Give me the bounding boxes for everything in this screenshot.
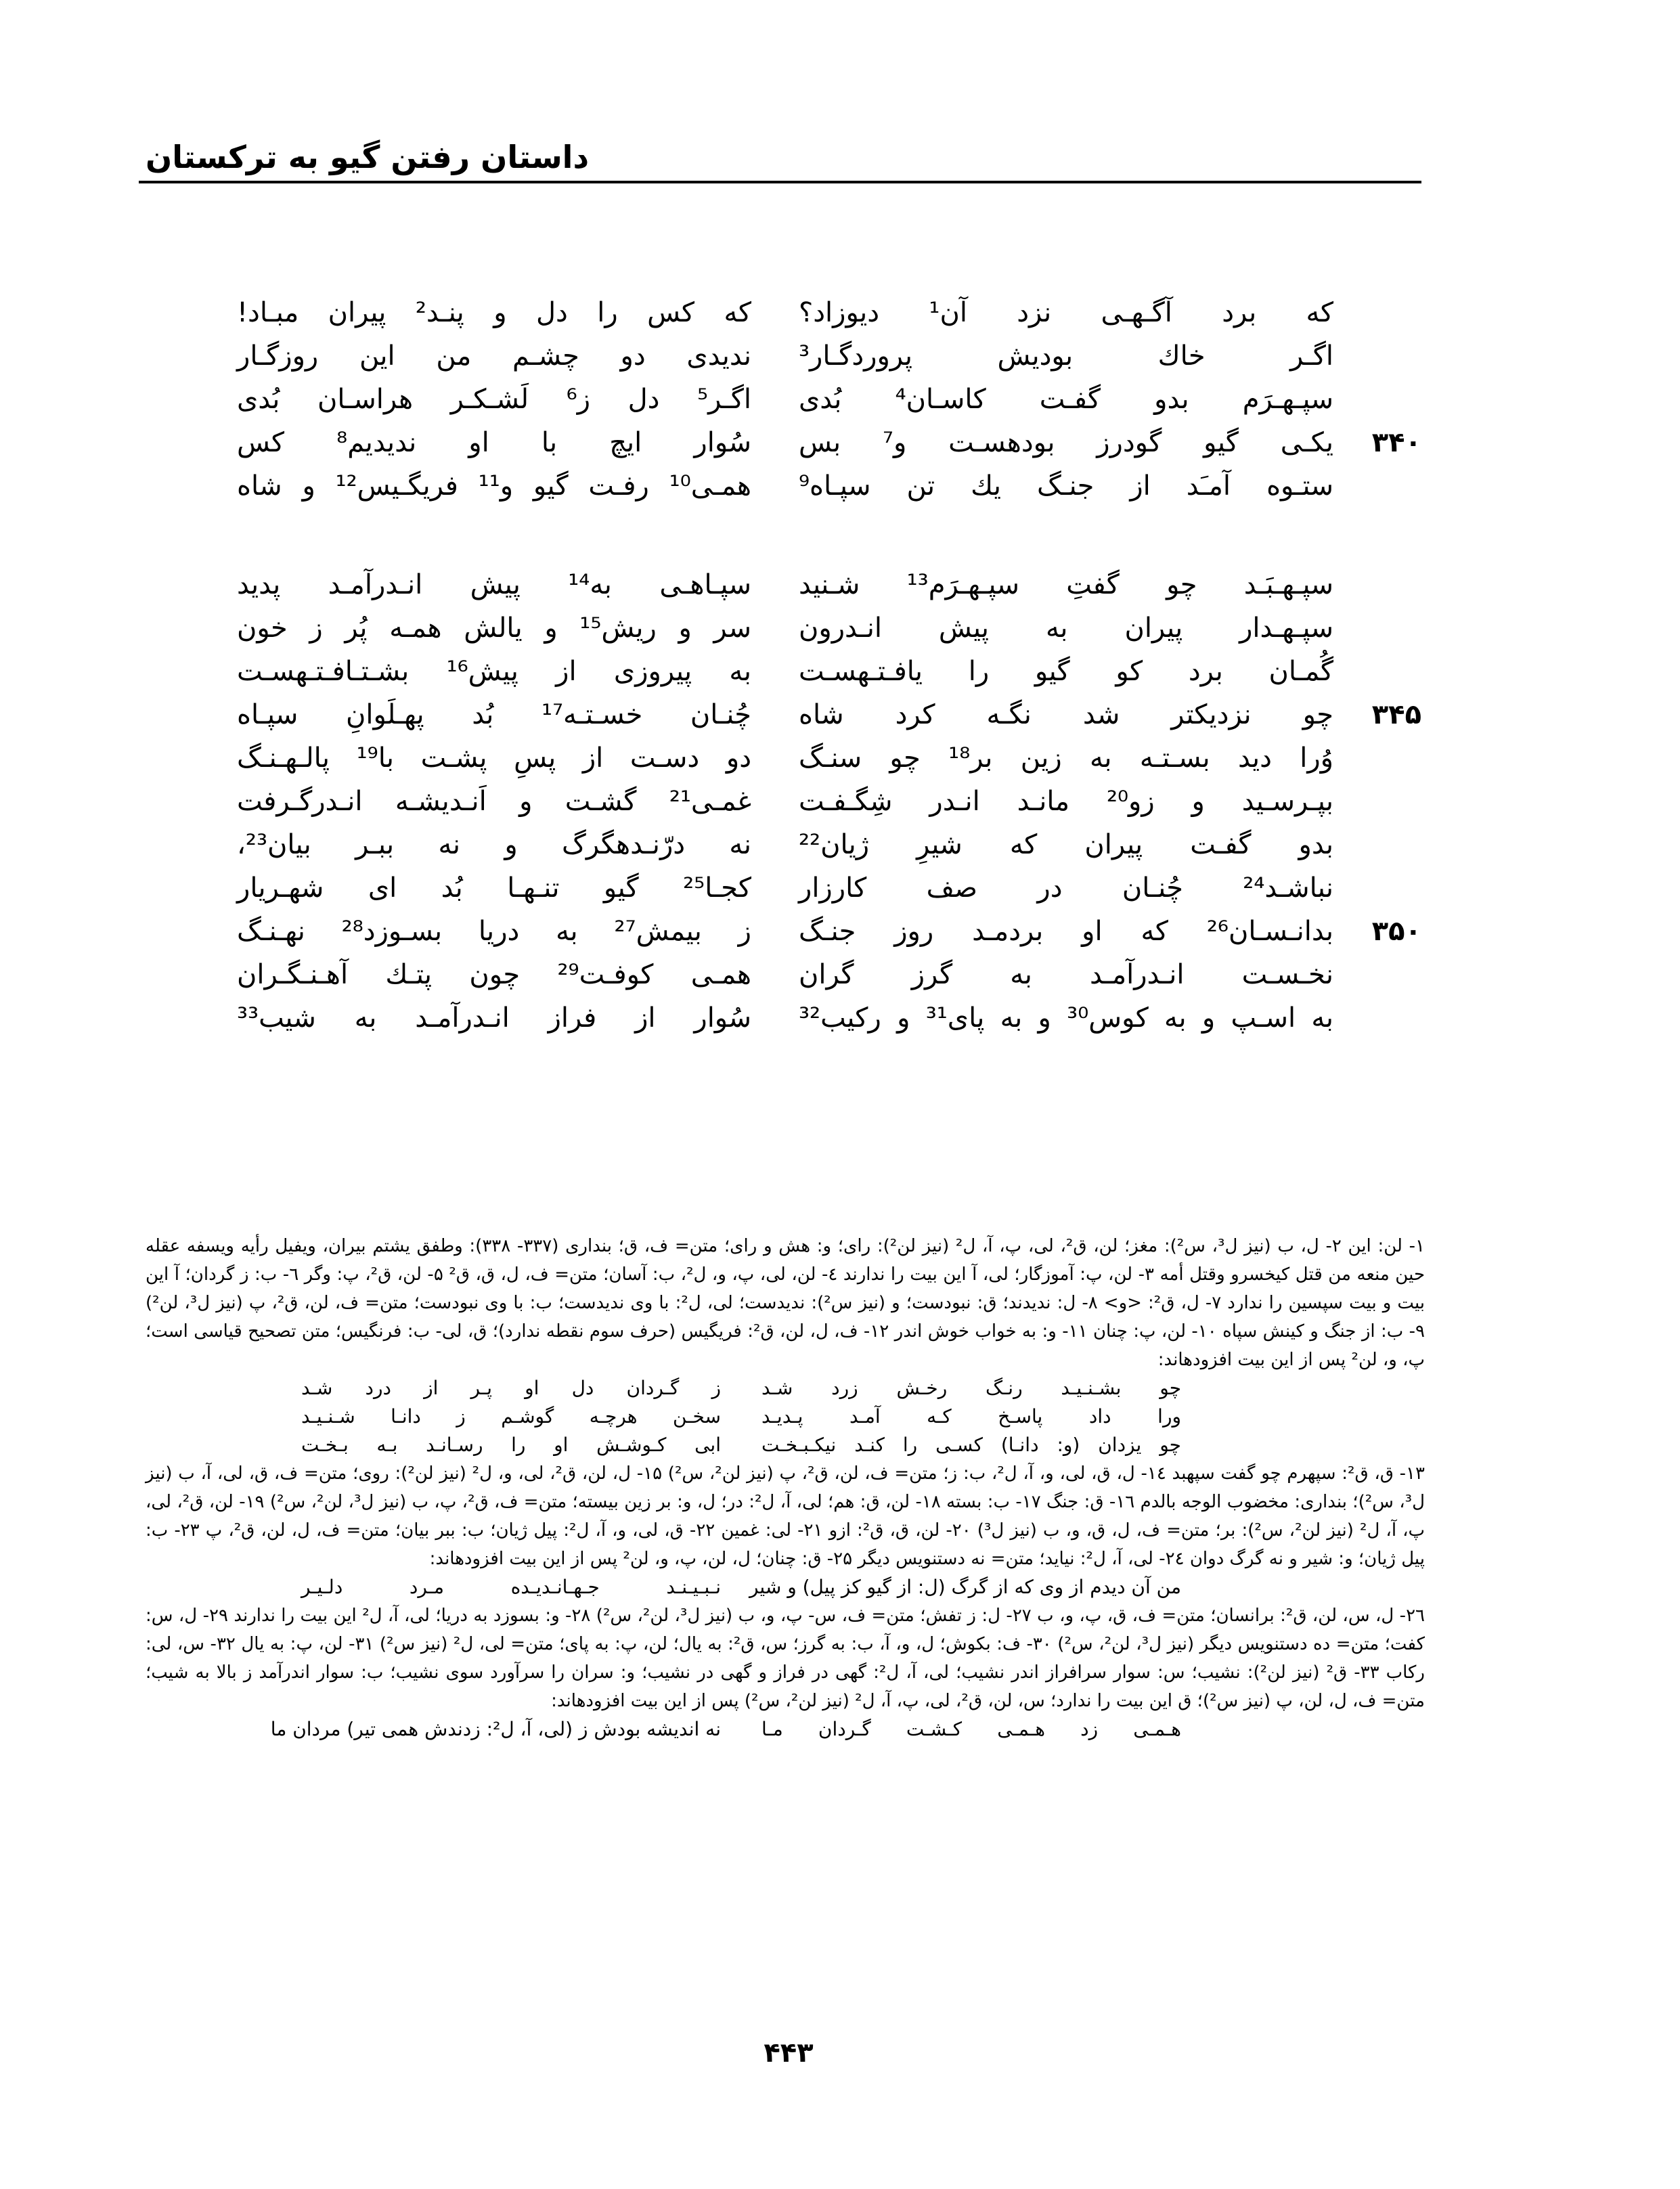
running-header-title: داستان رفتن گیو به ترکستان [146,139,590,175]
second-hemistich: سُوار از فراز انـدرآمـد به شیب³³ [237,1002,751,1034]
first-hemistich: من آن دیدم از وی که از گرگ (ل: از گیو کز پیل) و شیر [749,1576,1181,1598]
first-hemistich: به اسـپ و به کوس³⁰ و به پای³¹ و رکیب³² [799,1002,1334,1034]
second-hemistich: ز بیمش²⁷ به دریا بسـوزد²⁸ نهـنـگ [237,916,751,947]
verse-row [223,378,1442,421]
verse-section [223,291,1442,1095]
verse-number: ۳۵۰ [1371,916,1421,947]
first-hemistich: وُرا دید بسـتـه به زین بر¹⁸ چو سنـگ [799,743,1333,774]
verse-number: ۳۴۵ [1371,699,1421,730]
verse-row [223,563,1442,606]
first-hemistich: ورا داد پاسـخ کـه آمـد پـدیـد [761,1405,1181,1428]
first-hemistich: سپـهـدار پیران به پیش انـدرون [799,613,1333,644]
footnotes-apparatus [146,1232,1425,1744]
page-number: ۴۴۳ [764,2037,814,2069]
footnote-block: ۲٦- ل، س، لن، ق²: برانسان؛ متن= ف، ق، پ، و، ب ۲۷- ل: ز تفش؛ متن= ف، س- پ، و، ب (نیز ل³، لن²، س²) ۲۸- و: بسوزد به دریا؛ لی، آ، ل² این بیت را ندارند ۲۹- ل، س: کفت؛ متن= ده دستنویس دیگر (نیز ل³، لن²، س²) ۳۰- ف: بکوش؛ ل، و، آ، ب: به گرز؛ س، ق²: به یال؛ لن، پ: به پای؛ متن= لی، ل² (نیز س²) ۳۱- لن، پ: به یال ۳۲- س، لی: رکاب ۳۳- ق² (نیز لن²): نشیب؛ س: سوار سرافراز اندر نشیب؛ لی، آ، ل²: گهی در فراز و گهی در نشیب؛ و: سران را سرآورد سوی نشیب؛ ب: سوار اندرآمد ز بالا به شیب؛ متن= ف، ل، لن، پ (نیز س²)؛ ق این بیت را ندارد؛ س، لن، ق²، لی، پ، آ، ل² (نیز لن²، س²) پس از این بیت افزودهاند: [146,1606,1425,1711]
second-hemistich: سخـن هرچـه گوشـم ز دانـا شـنـیـد [301,1405,721,1428]
second-hemistich: ابی کـوشـش او را رسـانـد بـه بـخـت [301,1434,721,1456]
first-hemistich: اگـر خاك بودیش پروردگـار³ [799,340,1333,372]
first-hemistich: چو بشـنـیـد رنـگ رخـش زرد شـد [761,1377,1181,1399]
first-hemistich: چو نزدیكتر شد نگـه کرد شاه [799,699,1333,730]
first-hemistich: گُمـان برد کو گیو را یافـتـهسـت [799,656,1333,687]
second-hemistich: ندیدی دو چشـم من این روزگـار [237,340,751,372]
second-hemistich: چُنـان خسـتـه¹⁷ بُد پهـلَوانِ سپـاه [237,699,752,730]
verse-row [223,736,1442,780]
first-hemistich: چو یزدان (و: دانـا) کسـی را کنـد نیکـبـخـت [761,1434,1181,1456]
verse-row [223,650,1442,693]
second-hemistich: ز گـردان دل او پـر از درد شـد [301,1377,721,1399]
verse-row [223,910,1442,953]
first-hemistich: که برد آگـهـی نزد آن¹ دیوزاد؟ [799,297,1334,328]
running-header [139,132,1421,183]
first-hemistich: یکـی گیو گودرز بودهسـت و⁷ بس [799,427,1334,458]
second-hemistich: به پیروزی از پیش¹⁶ بشـتـافـتـهسـت [237,656,751,687]
second-hemistich: نه درّنـدهگرگ و نه ببـر بیان²³، [237,829,751,860]
second-hemistich: همـی کوفـت²⁹ چون پتـك آهـنـگـران [237,959,751,990]
verse-row [223,464,1442,508]
second-hemistich: همـی¹⁰ رفـت گیو و¹¹ فریگـیس¹² و شاه [237,470,752,502]
footnote-added-verse [146,1374,1425,1402]
first-hemistich: بدانـسـان²⁶ که او بردمـد روز جنـگ [799,916,1333,947]
second-hemistich: که کس را دل و پنـد² پیران مبـاد! [237,297,752,328]
stanza-1 [223,291,1442,508]
second-hemistich: دو دسـت از پسِ پشـت با¹⁹ پالـهـنـگ [237,743,752,774]
verse-row [223,823,1442,866]
footnote-added-verse [146,1715,1425,1744]
verse-row [223,693,1442,736]
footnote-added-verse [146,1402,1425,1431]
verse-row [223,606,1442,650]
second-hemistich: نـبـیـنـد جـهـانـدیـده مـرد دلـیـر [301,1576,721,1598]
footnote-block: ۱- لن: این ۲- ل، ب (نیز ل³، س²): مغز؛ لن، ق²، لی، پ، آ، ل² (نیز لن²): رای؛ و: هش و رای؛ متن= ف، ق؛ بنداری (۳۳۷- ۳۳۸): وطفق یشتم بیران، ویفیل رأیه ویسفه عقله حین منعه من قتل کیخسرو وقتل أمه ۳- لن، پ: آموزگار؛ لی، آ این بیت را ندارند ٤- لن، لی، پ، و، ل²، ب: آسان؛ متن= ف، ل، ق، ق² ۵- لن، ق²، پ: وگر ٦- ب: ز گردان؛ آ این بیت و بیت سپسین را ندارد ۷- ل، ق²: <و> ۸- ل: ندیدند؛ ق: نبودست؛ و (نیز س²): ندیدست؛ لی، ل²: با وی ندیدست؛ ب: با وی نبودست؛ متن= ف، لن، ق²، پ (نیز ل³، لن²) ۹- ب: از جنگ و کینش سپاه ۱۰- لن، پ: چنان ۱۱- و: به خواب خوش اندر ۱۲- ف، ل، لن، ق²: فریگیس (حرف سوم نقطه ندارد)؛ ق، لی- ب: فرنگیس؛ متن تصحیح قیاسی است؛ پ، و، لن² پس از این بیت افزودهاند: [146,1236,1425,1370]
first-hemistich: نباشـد²⁴ چُنـان در صف کارزار [799,872,1333,904]
second-hemistich: نه اندیشه بودش ز (لی، آ، ل²: زدندش همی تیر) مردان ما [270,1718,721,1740]
footnote-added-verse [146,1431,1425,1459]
first-hemistich: سپـهـرَم بدو گفـت کاسـان⁴ بُدی [799,384,1334,415]
second-hemistich: سُوار ایچ با او ندیدیم⁸ کس [237,427,751,458]
stanza-2 [223,563,1442,1040]
verse-row [223,953,1442,996]
first-hemistich: هـمـی زد هـمـی کـشـت گـردان مـا [761,1718,1181,1740]
first-hemistich: ستـوه آمـَد از جنـگ یك تن سپـاه⁹ [799,470,1333,502]
footnote-block: ۱۳- ق، ق²: سپهرم چو گفت سپهبد ١٤- ل، ق، لی، و، آ، ل²، ب: ز؛ متن= ف، لن، ق²، پ (نیز لن²، س²) ۱۵- ل، لن، ق²، لی، و، ل² (نیز لن²): روی؛ متن= ف، ق، لی، آ، ب (نیز ل³، س²)؛ بنداری: مخضوب الوجه بالدم ١٦- ق: جنگ ۱۷- ب: بسته ۱۸- لن، ق: هم؛ لی، آ، ل²: در؛ ل، و: بر زین بیسته؛ متن= ف، ق²، پ، ب (نیز ل³، لن²، س²) ۱۹- لن، ق²، لی، پ، آ، ل² (نیز لن²، س²): بر؛ متن= ف، ل، ق، و، ب (نیز ل³) ۲۰- لن، ق، ق²: ازو ۲۱- لی: غمین ۲۲- ق، لی، و، آ، ل²: پیل ژیان؛ ب: ببر بیان؛ متن= ف، ل، لن، ق²، پ ۲۳- ب: پیل ژیان؛ و: شیر و نه گرگ دوان ۲٤- لی، آ، ل²: نیاید؛ متن= نه دستنویس دیگر ۲۵- ق: چنان؛ ل، لن، پ، و، لن² پس از این بیت افزودهاند: [146,1463,1425,1569]
verse-row [223,866,1442,910]
first-hemistich: سپـهـبَـد چو گفتِ سپـهـرَم¹³ شـنید [799,569,1333,600]
footnote-added-verse [146,1573,1425,1601]
second-hemistich: سپـاهـی به¹⁴ پیش انـدرآمـد پدید [237,569,751,600]
verse-row [223,291,1442,334]
verse-number: ۳۴۰ [1371,427,1421,458]
second-hemistich: سر و ریش¹⁵ و یالش همـه پُر ز خون [237,613,751,644]
first-hemistich: بدو گفـت پیران که شیرِ ژیان²² [799,829,1333,860]
verse-row [223,996,1442,1040]
verse-row [223,421,1442,464]
first-hemistich: بپـرسـید و زو²⁰ مانـد انـدر شِگـفـت [799,786,1334,817]
second-hemistich: اگـر⁵ دل ز⁶ لَشـکـر هراسـان بُدی [237,384,752,415]
second-hemistich: غمـی²¹ گشـت و اَنـدیشـه انـدرگـرفت [237,786,751,817]
verse-row [223,780,1442,823]
first-hemistich: نخـسـت انـدرآمـد به گرز گران [799,959,1333,990]
second-hemistich: کجـا²⁵ گیو تنـهـا بُد ای شهـریار [237,872,751,904]
verse-row [223,334,1442,378]
